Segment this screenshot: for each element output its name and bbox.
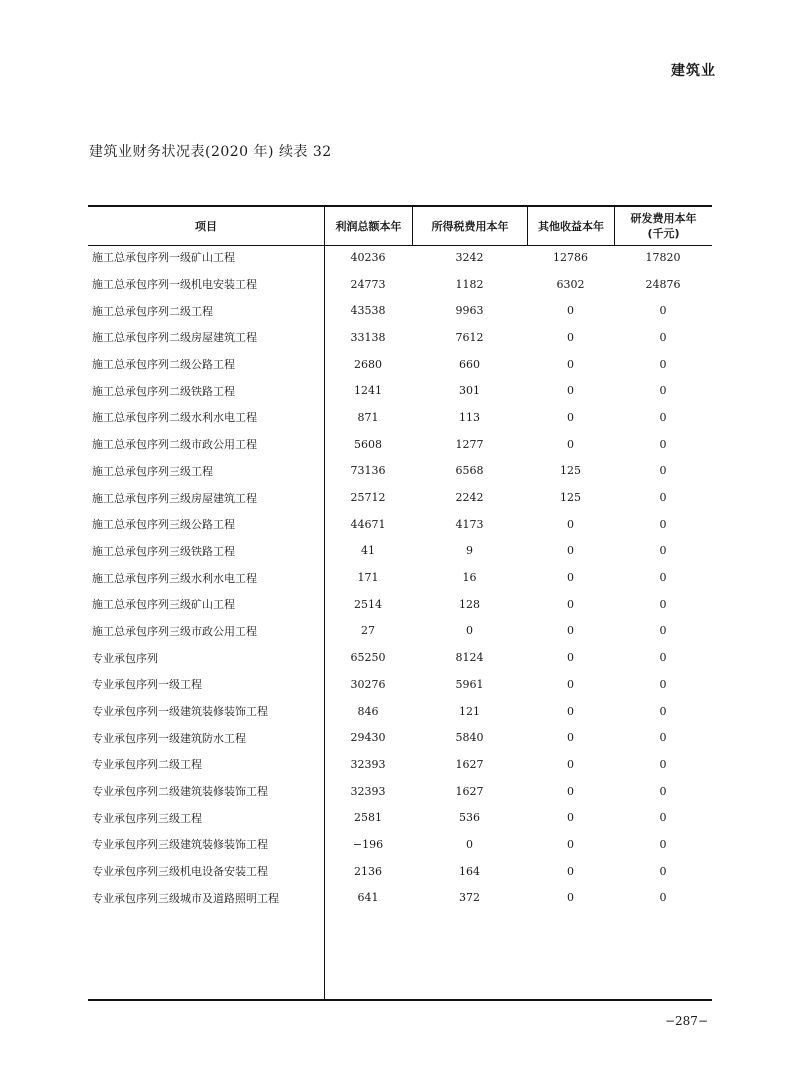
cell-rd: 0 (659, 304, 667, 318)
cell-profit: 2136 (354, 864, 382, 878)
row-name: 专业承包序列一级建筑装修装饰工程 (92, 705, 268, 719)
table-row (88, 271, 712, 298)
table-header (88, 207, 712, 246)
cell-other-income: 0 (567, 704, 574, 718)
cell-other-income: 0 (567, 864, 574, 878)
header-rd (614, 207, 712, 245)
cell-tax: 660 (459, 357, 480, 371)
table-row (88, 297, 712, 324)
cell-profit: 40236 (350, 250, 386, 264)
cell-rd: 24876 (645, 277, 681, 291)
cell-rd: 0 (659, 891, 667, 905)
row-name: 施工总承包序列一级矿山工程 (92, 251, 235, 265)
cell-rd: 0 (659, 731, 667, 745)
header-profit: 利润总额本年 (324, 207, 412, 245)
cell-profit: 2514 (354, 597, 382, 611)
table-row (88, 458, 712, 485)
cell-rd: 0 (659, 864, 667, 878)
cell-rd: 0 (659, 704, 667, 718)
cell-other-income: 0 (567, 544, 574, 558)
cell-tax: 5840 (455, 731, 484, 745)
table-row (88, 618, 712, 645)
cell-rd: 0 (659, 517, 667, 531)
cell-profit: 41 (361, 544, 375, 558)
row-name: 专业承包序列一级工程 (92, 678, 202, 692)
cell-tax: 0 (466, 624, 473, 638)
cell-tax: 121 (459, 704, 480, 718)
table-row (88, 804, 712, 831)
cell-tax: 6568 (455, 464, 484, 478)
cell-tax: 1182 (455, 277, 484, 291)
cell-profit: 5608 (354, 437, 382, 451)
cell-other-income: 0 (567, 597, 574, 611)
header-other-income: 其他收益本年 (527, 207, 614, 245)
cell-rd: 0 (659, 811, 667, 825)
cell-tax: 8124 (455, 651, 484, 665)
cell-rd: 0 (659, 597, 667, 611)
cell-other-income: 0 (567, 677, 574, 691)
table-row (88, 644, 712, 671)
cell-profit: 641 (357, 891, 379, 905)
cell-other-income: 0 (567, 517, 574, 531)
cell-other-income: 6302 (556, 277, 585, 291)
cell-tax: 9 (466, 544, 473, 558)
cell-tax: 1627 (455, 757, 484, 771)
cell-rd: 0 (659, 571, 667, 585)
cell-profit: 32393 (350, 784, 386, 798)
cell-profit: 33138 (350, 330, 386, 344)
cell-other-income: 0 (567, 624, 574, 638)
row-name: 施工总承包序列三级公路工程 (92, 518, 235, 532)
table-row (88, 564, 712, 591)
row-name: 施工总承包序列二级铁路工程 (92, 384, 235, 398)
header-item: 项目 (195, 219, 217, 233)
cell-rd: 0 (659, 624, 667, 638)
cell-tax: 1277 (455, 437, 484, 451)
cell-other-income: 0 (567, 891, 574, 905)
cell-tax: 536 (459, 811, 480, 825)
table-row (88, 724, 712, 751)
cell-tax: 164 (459, 864, 480, 878)
cell-other-income: 0 (567, 837, 574, 851)
cell-other-income: 0 (567, 437, 574, 451)
cell-other-income: 0 (567, 304, 574, 318)
row-name: 施工总承包序列二级水利水电工程 (92, 411, 257, 425)
table-body (88, 244, 712, 911)
page-number: −287− (664, 1014, 708, 1028)
cell-profit: 171 (357, 571, 379, 585)
cell-profit: 32393 (350, 757, 386, 771)
cell-tax: 3242 (455, 250, 484, 264)
table-title: 建筑业财务状况表(2020 年) 续表 32 (89, 144, 332, 160)
table-row (88, 778, 712, 805)
row-name: 施工总承包序列二级工程 (92, 304, 213, 318)
row-name: 专业承包序列三级建筑装修装饰工程 (92, 838, 268, 852)
row-name: 施工总承包序列一级机电安装工程 (92, 278, 257, 292)
cell-rd: 0 (659, 384, 667, 398)
table-row (88, 351, 712, 378)
cell-profit: 24773 (350, 277, 386, 291)
cell-other-income: 0 (567, 757, 574, 771)
cell-tax: 7612 (455, 330, 484, 344)
cell-rd: 0 (659, 651, 667, 665)
cell-profit: 2680 (354, 357, 382, 371)
row-name: 施工总承包序列三级水利水电工程 (92, 571, 257, 585)
header-rd-line2: (千元) (647, 227, 680, 240)
table-row (88, 431, 712, 458)
cell-profit: 65250 (350, 651, 386, 665)
cell-other-income: 0 (567, 784, 574, 798)
table-row (88, 244, 712, 271)
table-row (88, 831, 712, 858)
cell-profit: 27 (361, 624, 375, 638)
row-name: 专业承包序列三级城市及道路照明工程 (92, 891, 279, 905)
cell-profit: 25712 (350, 491, 386, 505)
table-row (88, 698, 712, 725)
table-row (88, 404, 712, 431)
row-name: 施工总承包序列三级工程 (92, 464, 213, 478)
row-name: 施工总承包序列二级公路工程 (92, 358, 235, 372)
cell-tax: 5961 (455, 677, 484, 691)
cell-rd: 0 (659, 757, 667, 771)
row-name: 施工总承包序列三级矿山工程 (92, 598, 235, 612)
financial-table (88, 205, 712, 1001)
table-row (88, 377, 712, 404)
row-name: 施工总承包序列三级铁路工程 (92, 544, 235, 558)
cell-profit: 1241 (354, 384, 382, 398)
cell-tax: 9963 (455, 304, 484, 318)
cell-profit: 846 (357, 704, 379, 718)
cell-tax: 4173 (455, 517, 484, 531)
table-row (88, 671, 712, 698)
cell-profit: 29430 (350, 731, 386, 745)
cell-profit: 44671 (350, 517, 386, 531)
cell-other-income: 0 (567, 410, 574, 424)
cell-rd: 0 (659, 410, 667, 424)
cell-rd: 0 (659, 784, 667, 798)
cell-rd: 0 (659, 837, 667, 851)
row-name: 施工总承包序列二级市政公用工程 (92, 438, 257, 452)
row-name: 施工总承包序列三级房屋建筑工程 (92, 491, 257, 505)
cell-other-income: 0 (567, 571, 574, 585)
table-row (88, 751, 712, 778)
row-name: 专业承包序列二级建筑装修装饰工程 (92, 785, 268, 799)
cell-other-income: 0 (567, 811, 574, 825)
cell-tax: 16 (462, 571, 477, 585)
table-row (88, 885, 712, 912)
cell-other-income: 0 (567, 731, 574, 745)
cell-profit: 30276 (350, 677, 386, 691)
cell-rd: 0 (659, 437, 667, 451)
row-name: 专业承包序列 (92, 651, 158, 665)
cell-profit: −196 (352, 837, 384, 851)
cell-tax: 2242 (455, 491, 484, 505)
row-name: 施工总承包序列三级市政公用工程 (92, 624, 257, 638)
cell-tax: 301 (459, 384, 480, 398)
cell-tax: 1627 (455, 784, 484, 798)
row-name: 专业承包序列三级工程 (92, 811, 202, 825)
cell-rd: 0 (659, 357, 667, 371)
cell-rd: 0 (659, 464, 667, 478)
cell-profit: 73136 (350, 464, 386, 478)
cell-rd: 0 (659, 330, 667, 344)
header-tax: 所得税费用本年 (412, 207, 527, 245)
section-header: 建筑业 (671, 63, 716, 79)
cell-other-income: 125 (560, 491, 581, 505)
table-row (88, 858, 712, 885)
cell-profit: 871 (357, 410, 379, 424)
cell-rd: 0 (659, 491, 667, 505)
cell-other-income: 12786 (553, 250, 588, 264)
cell-other-income: 0 (567, 384, 574, 398)
table-row (88, 591, 712, 618)
row-name: 施工总承包序列二级房屋建筑工程 (92, 331, 257, 345)
table-row (88, 484, 712, 511)
cell-tax: 128 (459, 597, 480, 611)
cell-profit: 43538 (350, 304, 386, 318)
cell-other-income: 0 (567, 651, 574, 665)
cell-other-income: 0 (567, 357, 574, 371)
row-name: 专业承包序列二级工程 (92, 758, 202, 772)
cell-profit: 2581 (354, 811, 382, 825)
table-row (88, 324, 712, 351)
cell-rd: 0 (659, 677, 667, 691)
cell-other-income: 125 (560, 464, 581, 478)
header-rd-line1: 研发费用本年 (630, 212, 697, 225)
cell-rd: 17820 (645, 250, 681, 264)
row-name: 专业承包序列三级机电设备安装工程 (92, 865, 268, 879)
cell-tax: 113 (459, 410, 480, 424)
cell-rd: 0 (659, 544, 667, 558)
cell-tax: 372 (459, 891, 480, 905)
row-name: 专业承包序列一级建筑防水工程 (92, 731, 246, 745)
cell-other-income: 0 (567, 330, 574, 344)
table-row (88, 511, 712, 538)
cell-tax: 0 (466, 837, 473, 851)
table-row (88, 538, 712, 565)
